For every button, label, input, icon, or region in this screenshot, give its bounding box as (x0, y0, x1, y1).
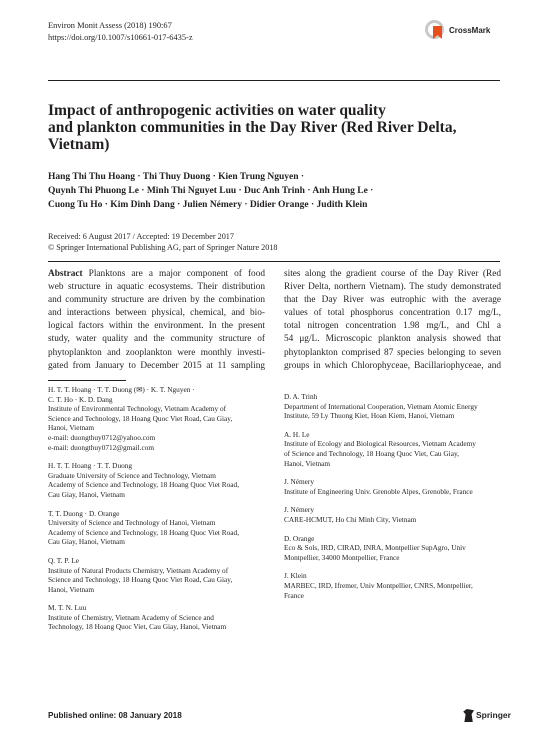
title-line: Vietnam) (48, 136, 110, 153)
abstract-heading: Abstract (48, 269, 83, 279)
affiliation-line: Institute, 59 Ly Thuong Kiet, Hoan Kiem, Hanoi, Vietnam (284, 411, 455, 421)
abstract-line: study, water quality and the community structure of (48, 334, 265, 345)
affiliation-authors: D. Orange (284, 533, 315, 543)
abstract-first-line-rest: Planktons are a major component of food (82, 269, 265, 279)
affiliation-line: Science and Technology, 18 Hoang Quoc Viet Road, Cau Giay, (48, 413, 233, 423)
affiliation-authors: J. Némery (284, 505, 314, 515)
abstract-line: total nitrogen concentration 1.98 mg/L, and Chl a (284, 321, 501, 332)
affiliation-line: Hanoi, Vietnam (48, 423, 95, 433)
affiliation-authors: J. Némery (284, 477, 314, 487)
abstract-right (284, 268, 501, 373)
affiliation-block (284, 571, 509, 600)
crossmark-label: CrossMark (449, 26, 491, 35)
affiliation-line[interactable]: e-mail: duongthuy0712@gmail.com (48, 442, 155, 452)
header-rule (48, 80, 500, 81)
affiliation-block (48, 556, 273, 594)
affiliation-line: Cau Giay, Hanoi, Vietnam (48, 489, 125, 499)
affiliation-line: of Science and Technology, 18 Hoang Quoc Viet, Cau Giay, (284, 448, 459, 458)
affiliation-line: France (284, 590, 304, 600)
springer-logo (462, 709, 522, 725)
affiliation-block (48, 461, 273, 499)
abstract-line: and community structure are driven by the combination (48, 295, 265, 306)
affiliation-block (48, 385, 273, 452)
affiliation-authors: H. T. T. Hoang · T. T. Duong (✉) · K. T. Nguyen · (48, 385, 195, 394)
author-line: Hang Thi Thu Hoang · Thi Thuy Duong · Kien Trung Nguyen · (48, 172, 305, 182)
affiliation-line: Hanoi, Vietnam (284, 458, 331, 468)
title-line: Impact of anthropogenic activities on water quality (48, 102, 386, 119)
abstract-line: phytoplankton comprised 87 species belonging to seven (284, 347, 501, 358)
article-dates (48, 231, 278, 253)
affiliations-right (284, 392, 509, 609)
affiliation-line: C. T. Ho · K. D. Dang (48, 394, 113, 404)
crossmark-icon (425, 20, 444, 39)
affiliation-authors: T. T. Duong · D. Orange (48, 508, 120, 518)
affiliation-line: Eco & Sols, IRD, CIRAD, INRA, Montpellier SupAgro, Univ (284, 543, 466, 553)
affiliation-block (48, 603, 273, 632)
publisher-name: Springer (476, 710, 511, 720)
abstract-line: web structure in aquatic ecosystems. Their distribution (48, 282, 265, 293)
title-line: and plankton communities in the Day River (Red River Delta, (48, 119, 457, 136)
abstract-line: that the Day River was eutrophic with the average (284, 295, 501, 306)
abstract-line: logical factors within the environment. In the present (48, 321, 265, 332)
affiliation-line: Institute of Chemistry, Vietnam Academy of Science and (48, 612, 214, 622)
crossmark-badge[interactable] (425, 20, 501, 48)
affiliation-block (284, 505, 509, 524)
copyright-line: © Springer International Publishing AG, part of Springer Nature 2018 (48, 243, 278, 252)
doi-link[interactable]: https://doi.org/10.1007/s10661-017-6435-z (48, 33, 193, 42)
abstract-line: values of total phosphorus concentration 0.17 mg/L, (284, 308, 501, 319)
abstract-line: sites along the gradient course of the Day River (Red (284, 269, 501, 279)
affiliation-line: Technology, 18 Hoang Quoc Viet, Cau Giay, Hanoi, Vietnam (48, 622, 227, 632)
abstract-line: River Delta, northern Vietnam). The study demonstrated (284, 282, 501, 293)
abstract-line: and interactions between physical, chemical, and bio- (48, 308, 265, 319)
affiliation-authors: Q. T. P. Le (48, 555, 79, 565)
affiliation-line: MARBEC, IRD, Ifremer, Univ Montpellier, CNRS, Montpellier, (284, 580, 473, 590)
affiliation-line: CARE-HCMUT, Ho Chi Minh City, Vietnam (284, 514, 417, 524)
affiliation-block (48, 509, 273, 547)
affiliation-line: Institute of Natural Products Chemistry, Vietnam Academy of (48, 565, 229, 575)
affiliation-authors: D. A. Trinh (284, 392, 318, 401)
article-title (48, 102, 508, 153)
affiliation-line: Academy of Science and Technology, 18 Hoang Quoc Viet Road, (48, 527, 240, 537)
published-online: Published online: 08 January 2018 (48, 711, 182, 720)
abstract-rule (48, 261, 500, 262)
affiliation-line[interactable]: e-mail: duongthuy0712@yahoo.com (48, 432, 156, 442)
affiliation-line: Institute of Environmental Technology, Vietnam Academy of (48, 404, 227, 414)
affiliation-block (284, 534, 509, 563)
affiliation-block (284, 477, 509, 496)
author-line: Cuong Tu Ho · Kim Dinh Dang · Julien Némery · Didier Orange · Judith Klein (48, 200, 368, 210)
abstract-line: phytoplankton and zooplankton were monthly investi- (48, 347, 265, 358)
journal-citation: Environ Monit Assess (2018) 190:67 (48, 21, 172, 30)
affiliation-line: Institute of Ecology and Biological Resources, Vietnam Academy (284, 439, 476, 449)
affiliation-line: Science and Technology, 18 Hoang Quoc Viet Road, Cau Giay, (48, 575, 233, 585)
affiliation-line: Academy of Science and Technology, 18 Hoang Quoc Viet Road, (48, 480, 240, 490)
affiliation-block (284, 430, 509, 468)
affiliation-line: Institute of Engineering Univ. Grenoble Alpes, Grenoble, France (284, 486, 473, 496)
abstract-line: gated from January to December 2015 at 11 sampling (48, 360, 265, 371)
springer-horse-icon (462, 709, 474, 722)
affiliation-line: Department of International Cooperation, Vietnam Atomic Energy (284, 401, 478, 411)
abstract-line (48, 268, 265, 281)
affiliation-line: Cau Giay, Hanoi, Vietnam (48, 537, 125, 547)
affiliation-authors: A. H. Le (284, 429, 310, 439)
received-accepted: Received: 6 August 2017 / Accepted: 19 December 2017 (48, 232, 234, 241)
affiliation-authors: M. T. N. Luu (48, 603, 87, 613)
abstract-line: groups in which Chlorophyceae, Bacillariophyceae, and (284, 360, 501, 371)
abstract-line: 54 μg/L. Microscopic plankton analysis showed that (284, 334, 501, 345)
affiliation-line: Montpellier, 34000 Montpellier, France (284, 552, 400, 562)
author-line: Quynh Thi Phuong Le · Minh Thi Nguyet Luu · Duc Anh Trinh · Anh Hung Le · (48, 186, 374, 196)
affiliation-line: Graduate University of Science and Technology, Vietnam (48, 470, 216, 480)
footnote-rule (48, 380, 126, 381)
affiliation-block (284, 392, 509, 421)
affiliation-line: University of Science and Technology of Hanoi, Vietnam (48, 518, 216, 528)
affiliation-authors: H. T. T. Hoang · T. T. Duong (48, 461, 133, 471)
affiliation-line: Hanoi, Vietnam (48, 584, 95, 594)
affiliations-left (48, 385, 273, 641)
affiliation-authors: J. Klein (284, 571, 307, 581)
author-list (48, 170, 508, 212)
abstract-left (48, 268, 265, 373)
